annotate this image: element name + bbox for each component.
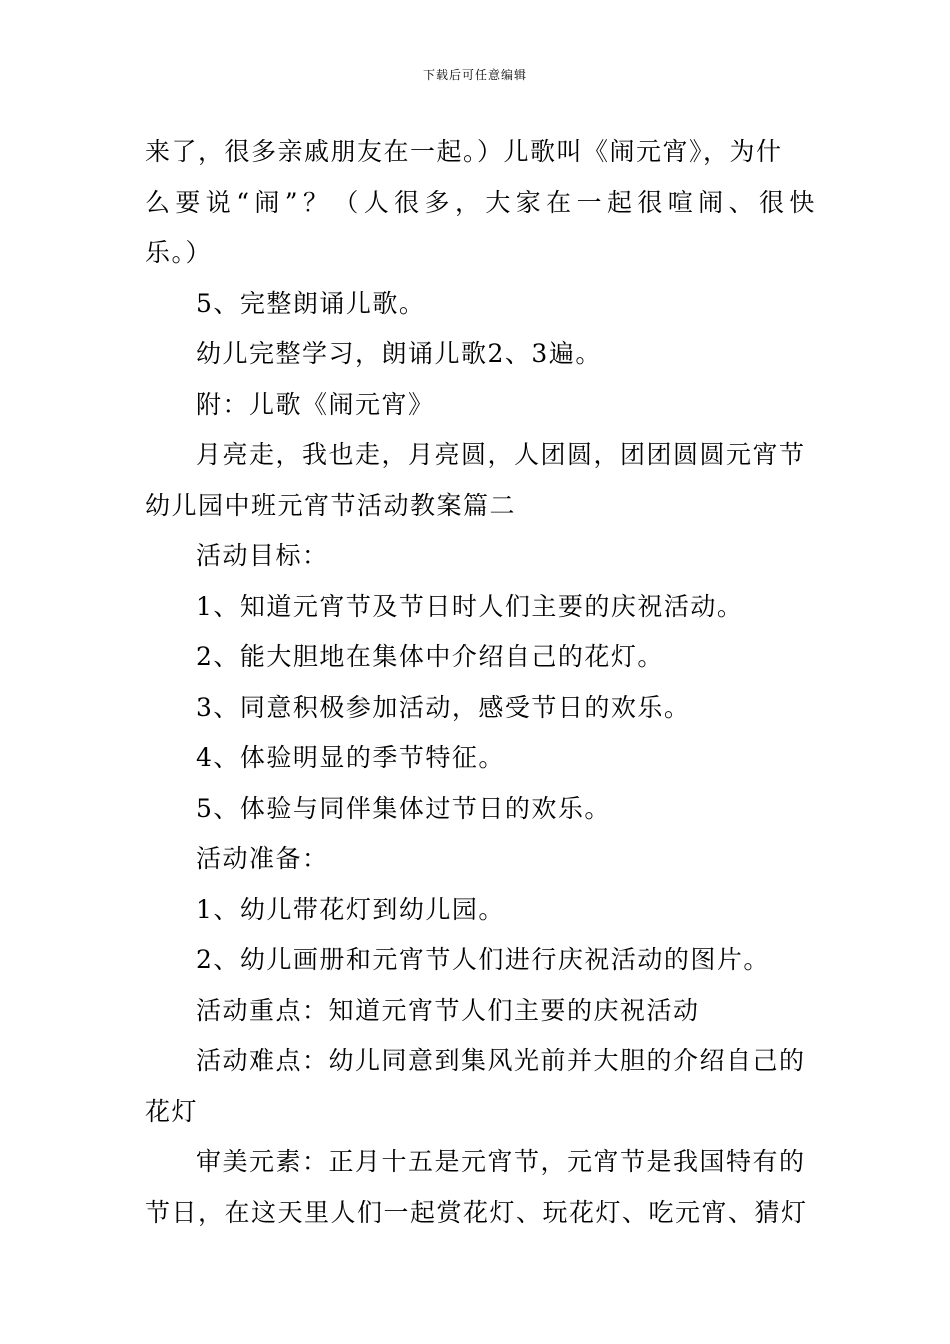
list-item: 3、同意积极参加活动，感受节日的欢乐。 bbox=[196, 692, 691, 722]
paragraph-difficulty-line: 花灯 bbox=[145, 1096, 199, 1126]
list-item: 2、幼儿画册和元宵节人们进行庆祝活动的图片。 bbox=[196, 945, 770, 974]
page-header: 下载后可任意编辑 bbox=[422, 68, 527, 82]
paragraph-line: 来了，很多亲戚朋友在一起。）儿歌叫《闹元宵》，为什 bbox=[145, 137, 783, 166]
list-item: 1、幼儿带花灯到幼儿园。 bbox=[196, 894, 505, 924]
paragraph-aesthetic-line: 节日，在这天里人们一起赏花灯、玩花灯、吃元宵、猜灯 bbox=[145, 1197, 808, 1227]
paragraph-aesthetic-line: 审美元素：正月十五是元宵节，元宵节是我国特有的 bbox=[196, 1147, 806, 1176]
paragraph-line: 么要说“闹”？（人很多，大家在一起很喧闹、很快 bbox=[145, 187, 820, 217]
document-body bbox=[145, 127, 820, 1238]
list-item: 5、体验与同伴集体过节日的欢乐。 bbox=[196, 793, 611, 823]
paragraph-key-point: 活动重点：知道元宵节人们主要的庆祝活动 bbox=[196, 995, 700, 1025]
list-item: 1、知道元宵节及节日时人们主要的庆祝活动。 bbox=[196, 591, 744, 621]
list-item: 4、体验明显的季节特征。 bbox=[196, 743, 505, 772]
paragraph-difficulty-line: 活动难点：幼儿同意到集风光前并大胆的介绍自己的 bbox=[196, 1046, 806, 1075]
paragraph-line: 乐。） bbox=[145, 238, 213, 267]
heading-activity-preparation: 活动准备： bbox=[196, 844, 329, 873]
paragraph-appendix-title: 附：儿歌《闹元宵》 bbox=[196, 389, 435, 419]
paragraph-step-5: 5、完整朗诵儿歌。 bbox=[196, 288, 426, 318]
paragraph-rhyme: 月亮走，我也走，月亮圆，人团圆，团团圆圆元宵节 bbox=[196, 440, 806, 469]
section-title: 幼儿园中班元宵节活动教案篇二 bbox=[145, 490, 517, 520]
heading-activity-goals: 活动目标： bbox=[196, 541, 329, 570]
list-item: 2、能大胆地在集体中介绍自己的花灯。 bbox=[196, 642, 664, 671]
paragraph: 幼儿完整学习，朗诵儿歌2、3遍。 bbox=[196, 339, 602, 368]
